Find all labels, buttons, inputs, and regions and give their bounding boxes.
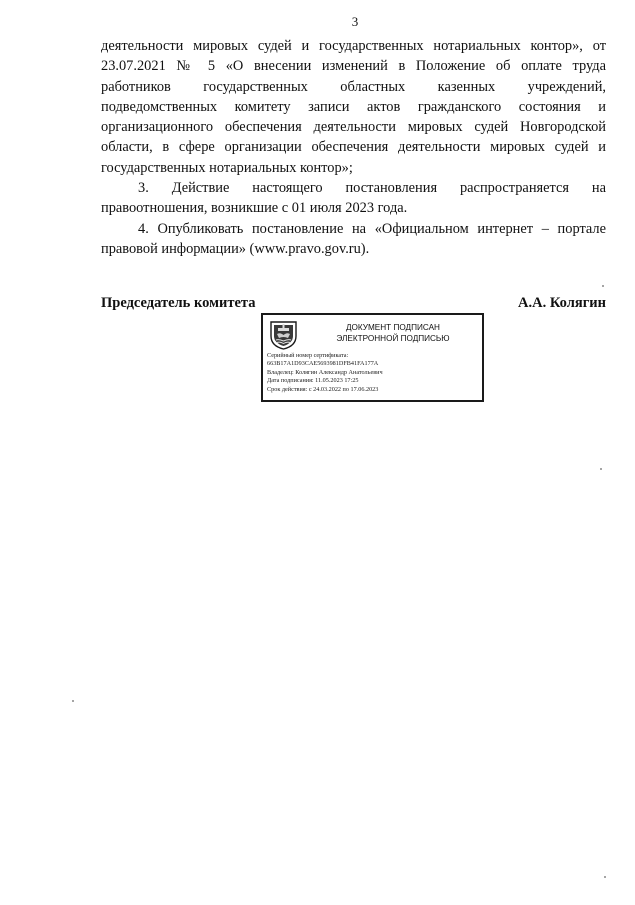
paragraph-4-line: 4. Опубликовать постановление на «Официальном интернет – портале	[138, 220, 606, 237]
scan-speck	[604, 876, 606, 878]
body-line: области, в сфере организации обеспечения деятельности мировых судей и	[101, 139, 606, 156]
scan-speck	[72, 700, 74, 702]
certificate-owner: Владелец: Колягин Александр Анатольевич	[267, 368, 383, 376]
signatory-name: А.А. Колягин	[518, 295, 606, 311]
body-line: подведомственных комитету записи актов гражданского состояния и	[101, 98, 606, 115]
body-line: государственных нотариальных контор»;	[101, 159, 353, 176]
serial-label: Серийный номер сертификата:	[267, 352, 349, 359]
body-line: организационного обеспечения деятельности мировых судей Новгородской	[101, 119, 606, 136]
stamp-title	[303, 323, 483, 344]
novgorod-coat-of-arms-icon	[269, 319, 298, 350]
paragraph-4-line: правовой информации» (www.pravo.gov.ru).	[101, 240, 370, 257]
scan-speck	[602, 285, 604, 287]
document-body	[101, 36, 606, 259]
page-number: 3	[351, 14, 359, 29]
scan-speck	[600, 468, 602, 470]
body-line: деятельности мировых судей и государственных нотариальных контор», от	[101, 38, 606, 54]
signatory-position: Председатель комитета	[101, 295, 256, 311]
stamp-title-line: ЭЛЕКТРОННОЙ ПОДПИСЬЮ	[336, 333, 450, 343]
paragraph-3-line: 3. Действие настоящего постановления распространяется на	[138, 180, 606, 197]
body-line: работников государственных областных казенных учреждений,	[101, 78, 606, 95]
serial-value: 663B17A1D93CAE5693981DFB41FA177A	[267, 360, 379, 368]
signature-block	[101, 295, 606, 312]
stamp-title-line: ДОКУМЕНТ ПОДПИСАН	[346, 323, 440, 332]
stamp-details	[267, 352, 482, 394]
paragraph-3-line: правоотношения, возникшие с 01 июля 2023 года.	[101, 200, 408, 217]
signing-date: Дата подписания: 11.05.2023 17:25	[267, 377, 359, 385]
body-line: 23.07.2021 № 5 «О внесении изменений в Положение об оплате труда	[101, 58, 606, 75]
certificate-validity: Срок действия: с 24.03.2022 по 17.06.2023	[267, 385, 379, 393]
electronic-signature-stamp	[261, 313, 484, 402]
